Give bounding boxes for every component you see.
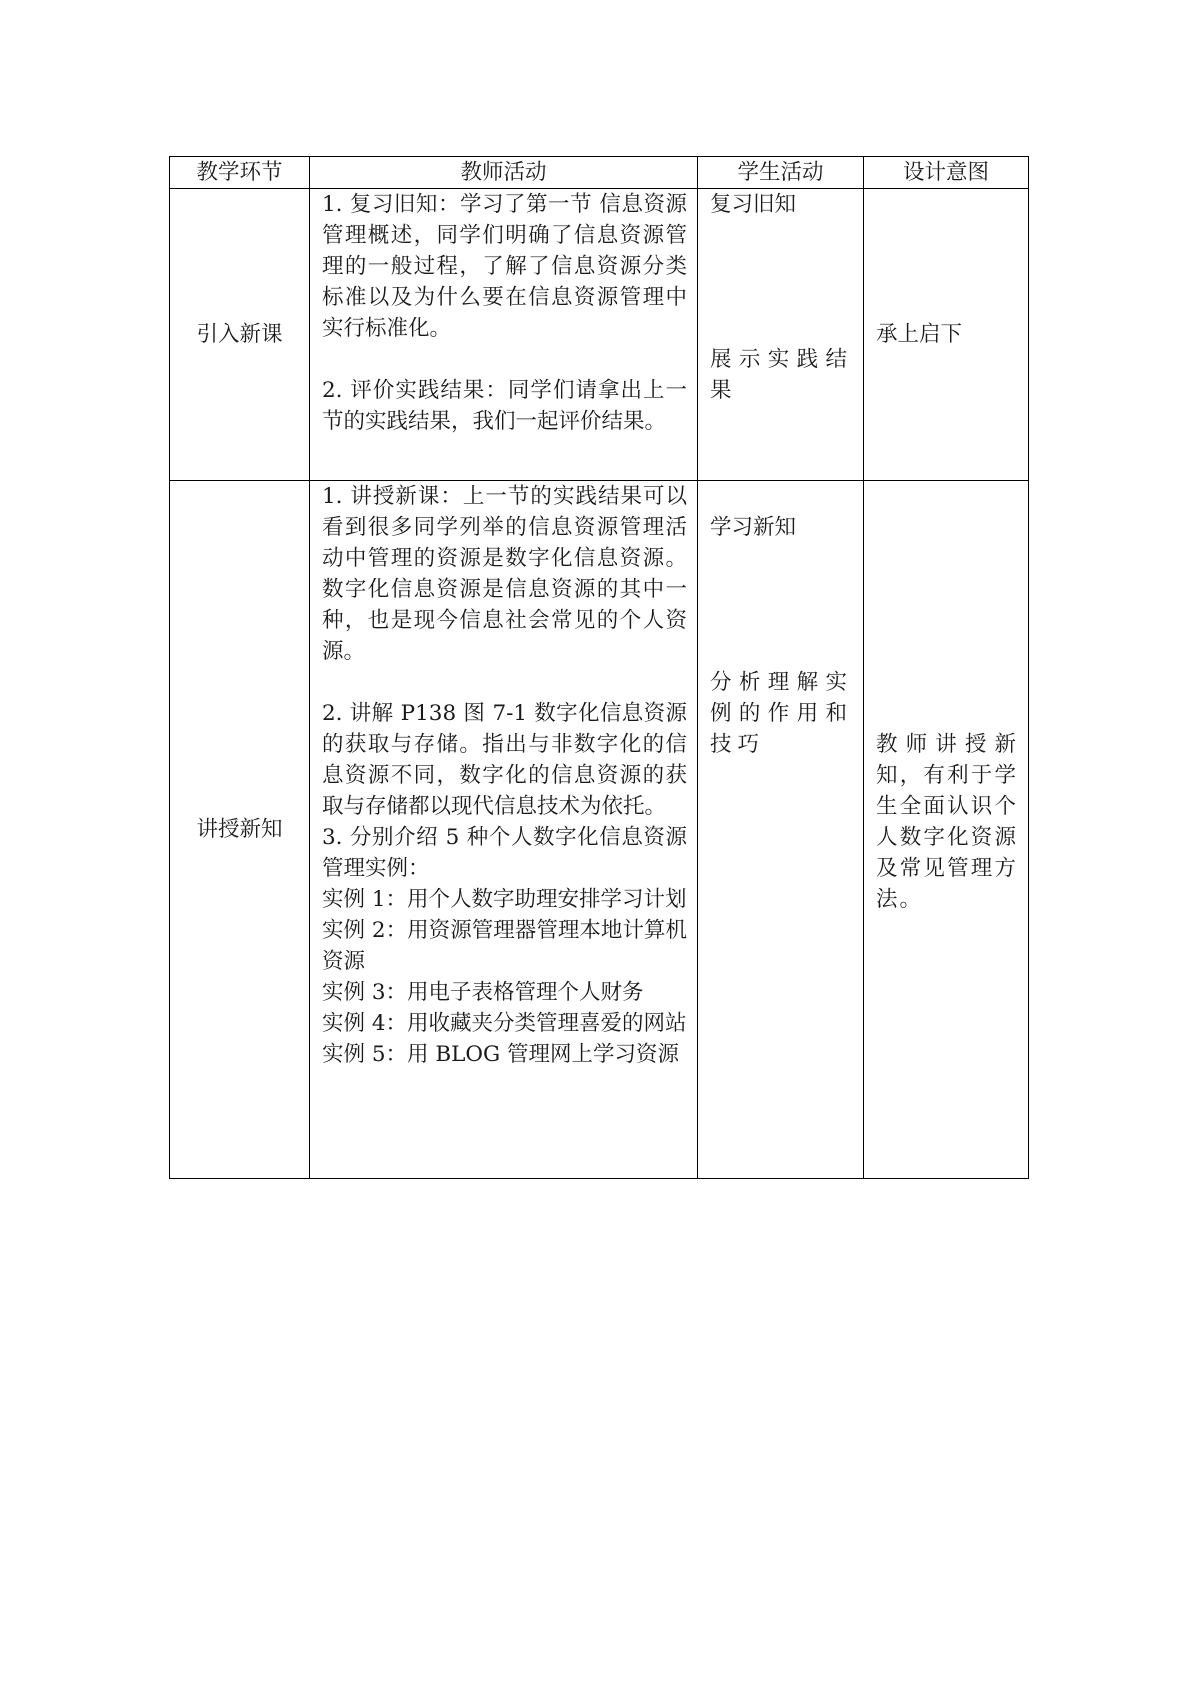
student-step: 分析理解实例的作用和技巧: [710, 670, 853, 757]
student-activity-cell: [698, 189, 864, 481]
student-step: 展示实践结果: [710, 347, 853, 403]
student-step: 学习新知: [710, 515, 797, 540]
lesson-plan-table: [169, 156, 1029, 1179]
student-step: 复习旧知: [710, 192, 797, 217]
teacher-step: 1. 讲授新课：上一节的实践结果可以看到很多同学列举的信息资源管理活动中管理的资源是数字化信息资源。数字化信息资源是信息资源的其中一种，也是现今信息社会常见的个人资源。: [322, 484, 687, 664]
teacher-step: 2. 讲解 P138 图 7-1 数字化信息资源的获取与存储。指出与非数字化的信息资源不同，数字化的信息资源的获取与存储都以现代信息技术为依托。: [322, 701, 687, 819]
example-item: 实例 5：用 BLOG 管理网上学习资源: [322, 1042, 680, 1067]
example-item: 实例 1：用个人数字助理安排学习计划: [322, 887, 687, 912]
student-activity-cell: [698, 481, 864, 1179]
stage-cell: 引入新课: [170, 189, 310, 481]
stage-cell: 讲授新知: [170, 481, 310, 1179]
example-item: 实例 4：用收藏夹分类管理喜爱的网站: [322, 1011, 687, 1036]
design-intent-text: 教师讲授新知，有利于学生全面认识个人数字化资源及常见管理方法。: [876, 732, 1018, 912]
example-item: 实例 3：用电子表格管理个人财务: [322, 980, 644, 1005]
header-stage: 教学环节: [170, 157, 310, 189]
header-student-activity: 学生活动: [698, 157, 864, 189]
teacher-step: 3. 分别介绍 5 种个人数字化信息资源管理实例：: [322, 825, 687, 881]
header-teacher-activity: 教师活动: [310, 157, 698, 189]
example-item: 实例 2：用资源管理器管理本地计算机资源: [322, 918, 687, 974]
table-row: [170, 481, 1029, 1179]
design-intent-cell: [864, 481, 1029, 1179]
teacher-step: 2. 评价实践结果：同学们请拿出上一节的实践结果，我们一起评价结果。: [322, 378, 687, 434]
header-design-intent: 设计意图: [864, 157, 1029, 189]
design-intent-cell: 承上启下: [864, 189, 1029, 481]
teacher-step: 1. 复习旧知：学习了第一节 信息资源管理概述，同学们明确了信息资源管理的一般过程，了解了信息资源分类标准以及为什么要在信息资源管理中实行标准化。: [322, 192, 687, 341]
teacher-activity-cell: [310, 189, 698, 481]
table-header-row: [170, 157, 1029, 189]
table-row: [170, 189, 1029, 481]
teacher-activity-cell: [310, 481, 698, 1179]
